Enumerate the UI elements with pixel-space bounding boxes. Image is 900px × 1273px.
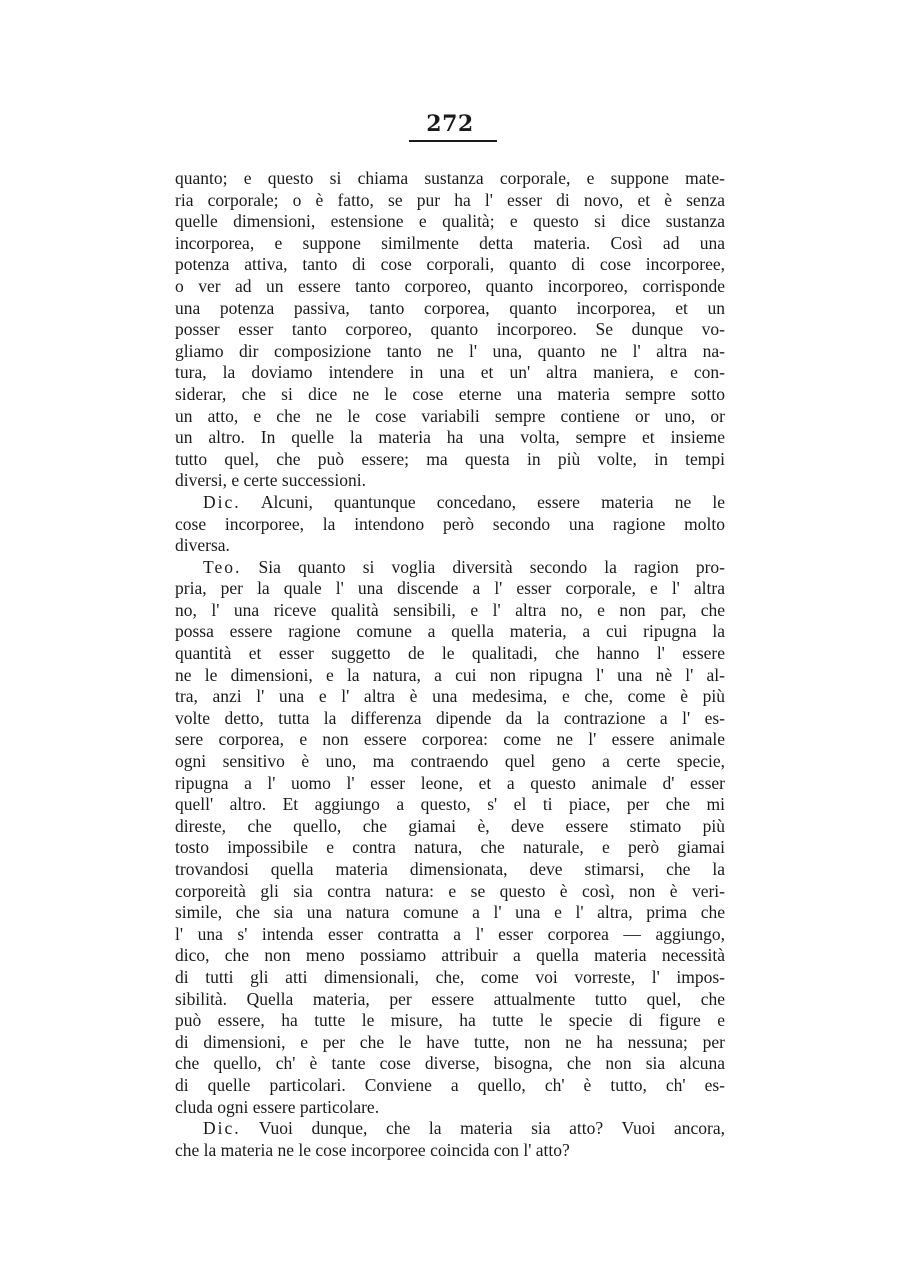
text-line <box>175 794 725 816</box>
text-line <box>175 1010 725 1032</box>
text-line <box>175 686 725 708</box>
line-text: quell' altro. Et aggiungo a questo, s' el ti piace, per che mi <box>175 794 725 815</box>
line-text: sibilità. Quella materia, per essere attualmente tutto quel, che <box>175 988 725 1009</box>
line-text: incorporea, e suppone similmente detta materia. Così ad una <box>175 232 725 253</box>
line-text: l' una s' intenda esser contratta a l' esser corporea — aggiungo, <box>175 923 725 944</box>
line-text: o ver ad un essere tanto corporeo, quanto incorporeo, corrisponde <box>175 275 725 296</box>
text-line <box>175 190 725 212</box>
line-text: una potenza passiva, tanto corporea, quanto incorporea, et un <box>175 297 725 318</box>
text-line <box>175 621 725 643</box>
text-line <box>175 643 725 665</box>
line-text: trovandosi quella materia dimensionata, deve stimarsi, che la <box>175 859 725 879</box>
line-text: tosto impossibile e contra natura, che naturale, e però giamai <box>175 837 725 858</box>
text-line <box>175 254 725 276</box>
text-line <box>175 427 725 449</box>
line-text: Vuoi dunque, che la materia sia atto? Vuoi ancora, <box>240 1118 725 1139</box>
text-line <box>175 514 725 536</box>
text-line <box>175 578 725 600</box>
text-line <box>175 1032 725 1054</box>
line-text: gliamo dir composizione tanto ne l' una, quanto ne l' altra na- <box>175 340 725 361</box>
text-line <box>175 1118 725 1140</box>
text-line <box>175 967 725 989</box>
text-line <box>175 902 725 924</box>
text-line <box>175 1097 725 1119</box>
line-text: tra, anzi l' una e l' altra è una medesima, e che, come è più <box>175 686 725 707</box>
line-text: quelle dimensioni, estensione e qualità; e questo si dice sustanza <box>175 211 725 232</box>
text-line <box>175 989 725 1011</box>
text-line <box>175 945 725 967</box>
text-line <box>175 276 725 298</box>
text-line <box>175 600 725 622</box>
text-line <box>175 168 725 190</box>
text-line <box>175 362 725 384</box>
line-text: dico, che non meno possiamo attribuir a quella materia necessità <box>175 945 725 966</box>
line-text: ripugna a l' uomo l' esser leone, et a questo animale d' esser <box>175 772 725 793</box>
line-text: di tutti gli atti dimensionali, che, come voi vorreste, l' impos- <box>175 966 725 987</box>
text-line <box>175 837 725 859</box>
text-line <box>175 1140 725 1162</box>
line-text: possa essere ragione comune a quella materia, a cui ripugna la <box>175 621 725 642</box>
line-text: posser esser tanto corporeo, quanto incorporeo. Se dunque vo- <box>175 319 725 340</box>
line-text: direste, che quello, che giamai è, deve essere stimato più <box>175 815 725 836</box>
line-text: simile, che sia una natura comune a l' una e l' altra, prima che <box>175 902 725 923</box>
line-text: che la materia ne le cose incorporee coincida con l' atto? <box>175 1139 570 1160</box>
line-text: pria, per la quale l' una discende a l' esser corporale, e l' altra <box>175 578 725 599</box>
body-text <box>175 168 725 1161</box>
line-text: cluda ogni essere particolare. <box>175 1096 380 1117</box>
text-line <box>175 535 725 557</box>
line-text: di quelle particolari. Conviene a quello, ch' è tutto, ch' es- <box>175 1074 725 1095</box>
speaker-label: Dic. <box>203 1118 241 1139</box>
text-line <box>175 1053 725 1075</box>
text-line <box>175 341 725 363</box>
text-line <box>175 708 725 730</box>
text-line <box>175 470 725 492</box>
line-text: potenza attiva, tanto di cose corporali, quanto di cose incorporee, <box>175 254 725 275</box>
page-number: 272 <box>426 111 474 137</box>
line-text: può essere, ha tutte le misure, ha tutte le specie di figure e <box>175 1010 725 1031</box>
line-text: corporeità gli sia contra natura: e se questo è così, non è veri- <box>175 880 725 901</box>
line-text: ria corporale; o è fatto, se pur ha l' esser di novo, et è senza <box>175 189 725 210</box>
text-line <box>175 859 725 881</box>
text-line <box>175 449 725 471</box>
line-text: un atto, e che ne le cose variabili sempre contiene or uno, or <box>175 405 725 426</box>
line-text: cose incorporee, la intendono però secondo una ragione molto <box>175 513 725 534</box>
text-line <box>175 665 725 687</box>
text-line <box>175 211 725 233</box>
line-text: Sia quanto si voglia diversità secondo la ragion pro- <box>241 556 725 577</box>
text-line <box>175 492 725 514</box>
line-text: di dimensioni, e per che le have tutte, non ne ha nessuna; per <box>175 1031 725 1052</box>
line-text: tura, la doviamo intendere in una et un' altra maniera, e con- <box>175 362 725 383</box>
text-line <box>175 319 725 341</box>
text-line <box>175 1075 725 1097</box>
text-line <box>175 298 725 320</box>
text-line <box>175 751 725 773</box>
line-text: tutto quel, che può essere; ma questa in più volte, in tempi <box>175 448 725 469</box>
text-line <box>175 233 725 255</box>
line-text: ogni sensitivo è uno, ma contraendo quel geno a certe specie, <box>175 751 725 772</box>
line-text: quantità et esser suggetto de le qualitadi, che hanno l' essere <box>175 643 725 664</box>
line-text: sere corporea, e non essere corporea: come ne l' essere animale <box>175 729 725 750</box>
text-line <box>175 773 725 795</box>
speaker-label: Dic. <box>203 491 241 512</box>
line-text: quanto; e questo si chiama sustanza corporale, e suppone mate- <box>175 168 725 188</box>
text-line <box>175 406 725 428</box>
text-line <box>175 384 725 406</box>
line-text: volte detto, tutta la differenza dipende da la contrazione a l' es- <box>175 707 725 728</box>
speaker-label: Teo. <box>203 556 242 577</box>
line-text: diversi, e certe successioni. <box>175 470 366 491</box>
text-line <box>175 924 725 946</box>
line-text: diversa. <box>175 535 230 556</box>
text-line <box>175 816 725 838</box>
line-text: ne le dimensioni, e la natura, a cui non ripugna l' una nè l' al- <box>175 664 725 685</box>
line-text: siderar, che si dice ne le cose eterne una materia sempre sotto <box>175 383 725 404</box>
text-line <box>175 881 725 903</box>
header-rule <box>409 140 497 142</box>
text-line <box>175 729 725 751</box>
line-text: un altro. In quelle la materia ha una volta, sempre et insieme <box>175 427 725 448</box>
text-line <box>175 557 725 579</box>
line-text: Alcuni, quantunque concedano, essere materia ne le <box>240 491 725 512</box>
line-text: che quello, ch' è tante cose diverse, bisogna, che non sia alcuna <box>175 1053 725 1074</box>
line-text: no, l' una riceve qualità sensibili, e l' altra no, e non par, che <box>175 599 725 620</box>
